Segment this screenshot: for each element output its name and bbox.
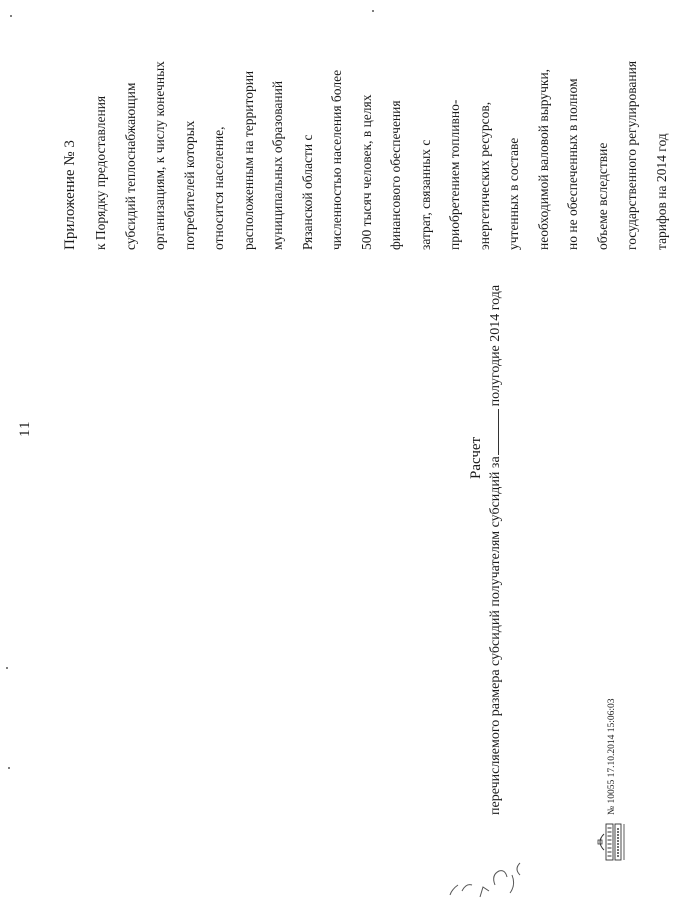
appendix-line: численностью населения более — [329, 69, 344, 250]
scan-speck — [10, 15, 12, 17]
scan-speck — [8, 767, 10, 769]
appendix-line: приобретением топливно- — [447, 99, 462, 250]
appendix-line: но не обеспеченных в полном — [565, 78, 580, 250]
appendix-line: относится население, — [211, 126, 226, 250]
appendix-title: Приложение № 3 — [62, 140, 78, 250]
calculation-title: Расчет — [468, 436, 484, 479]
registration-stamp — [595, 699, 629, 863]
appendix-line: учтенных в составе — [506, 137, 521, 250]
appendix-line: государственного регулирования — [624, 60, 639, 250]
appendix-line: Рязанской области с — [299, 134, 315, 250]
appendix-line: субсидий теплоснабжающим — [122, 82, 138, 250]
margin-scribble — [440, 835, 530, 905]
appendix-line: финансового обеспечения — [388, 100, 403, 250]
registry-seal-icon — [595, 821, 629, 863]
appendix-line: объеме вследствие — [594, 142, 610, 250]
appendix-line: необходимой валовой выручки, — [535, 68, 551, 250]
page-number: 11 — [17, 420, 33, 437]
appendix-line: муниципальных образований — [270, 80, 285, 250]
appendix-line: затрат, связанных с — [417, 139, 433, 250]
appendix-line: 500 тысяч человек, в целях — [358, 94, 374, 250]
period-blank-field — [486, 409, 499, 455]
calculation-subtitle — [486, 285, 504, 815]
scan-speck — [372, 10, 374, 12]
appendix-block — [54, 0, 676, 250]
appendix-line: энергетических ресурсов, — [476, 101, 492, 250]
scan-speck — [6, 667, 8, 669]
registration-number: № 10055 17.10.2014 15:06:03 — [607, 698, 617, 815]
appendix-line: к Порядку предоставления — [93, 95, 108, 250]
appendix-line: расположенным на территории — [240, 70, 256, 250]
appendix-line: потребителей которых — [181, 120, 197, 250]
calculation-subtitle-start: перечисляемого размера субсидий получателям субсидий за — [488, 456, 503, 815]
appendix-line: тарифов на 2014 год — [653, 133, 669, 250]
calculation-subtitle-end: полугодие 2014 года — [488, 284, 503, 407]
appendix-line: организациям, к числу конечных — [152, 61, 167, 250]
